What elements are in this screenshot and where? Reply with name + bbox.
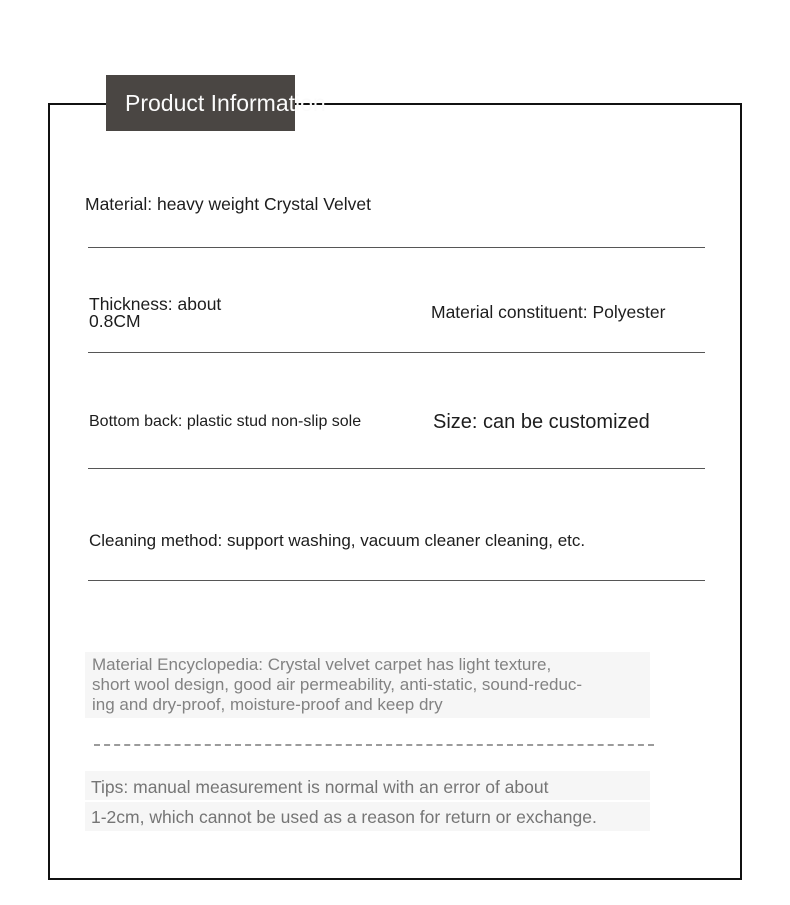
spec-thickness-line-1: Thickness: about — [89, 294, 222, 314]
separator-1 — [88, 247, 705, 248]
separator-3 — [88, 468, 705, 469]
separator-4 — [88, 580, 705, 581]
spec-constituent: Material constituent: Polyester — [431, 302, 666, 322]
tips-paragraph — [91, 772, 597, 832]
spec-size: Size: can be customized — [433, 411, 650, 433]
page-title: Product Information — [125, 90, 326, 116]
spec-thickness-line-2: 0.8CM — [89, 311, 141, 331]
spec-cleaning: Cleaning method: support washing, vacuum cleaner cleaning, etc. — [89, 531, 586, 550]
spec-thickness — [89, 296, 221, 330]
dashed-divider — [94, 744, 654, 746]
spec-bottom-back: Bottom back: plastic stud non-slip sole — [89, 413, 362, 430]
info-panel — [48, 103, 742, 880]
encyclopedia-line-3: ing and dry-proof, moisture-proof and keep dry — [92, 695, 443, 714]
product-info-badge — [106, 75, 326, 131]
encyclopedia-line-2: short wool design, good air permeability, anti-static, sound-reduc- — [92, 675, 583, 694]
spec-material: Material: heavy weight Crystal Velvet — [85, 194, 371, 214]
encyclopedia-line-1: Material Encyclopedia: Crystal velvet carpet has light texture, — [92, 655, 552, 674]
tips-line-2: 1-2cm, which cannot be used as a reason for return or exchange. — [91, 807, 597, 827]
separator-2 — [88, 352, 705, 353]
encyclopedia-paragraph — [92, 655, 582, 715]
tips-line-1: Tips: manual measurement is normal with an error of about — [91, 777, 549, 797]
